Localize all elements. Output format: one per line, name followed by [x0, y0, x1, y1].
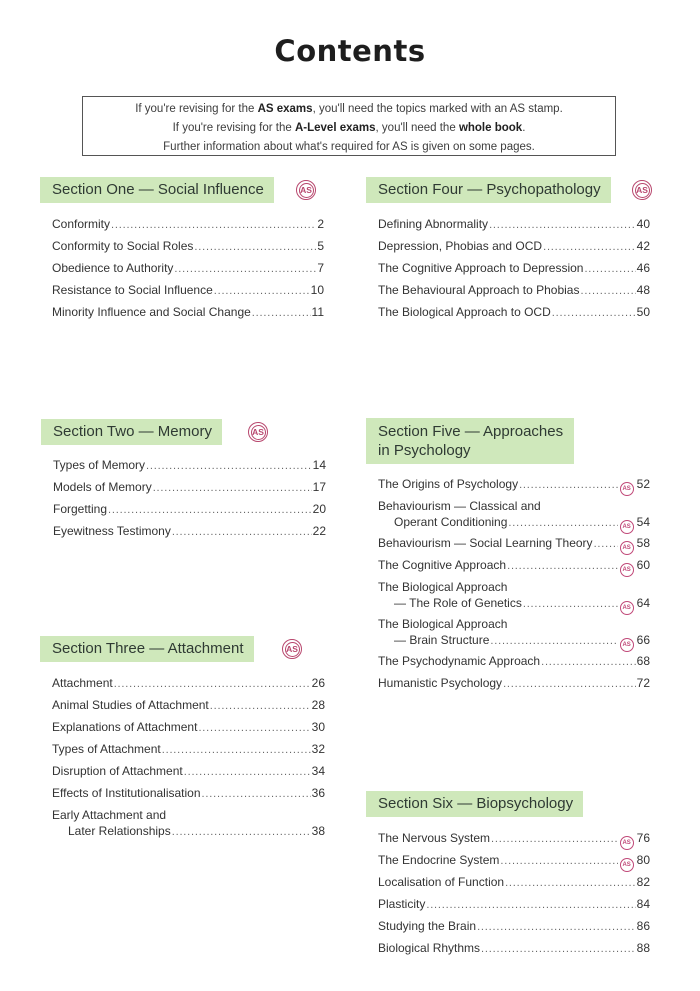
as-stamp-icon: AS	[296, 180, 316, 200]
toc-entry[interactable]: The Cognitive Approach ..... AS 60	[378, 557, 650, 579]
toc-entry[interactable]: The Endocrine System ..... AS 80	[378, 852, 650, 874]
section-three	[40, 636, 325, 838]
section-six	[366, 791, 658, 955]
section-four-entries	[378, 216, 650, 326]
toc-entry[interactable]: Conformity to Social Roles ..... 5	[52, 238, 324, 260]
section-five-title: Section Five — Approaches in Psychology	[366, 418, 574, 464]
as-stamp-icon: AS	[248, 422, 268, 442]
toc-entry[interactable]: The Nervous System ..... AS 76	[378, 830, 650, 852]
toc-entry[interactable]: Eyewitness Testimony ..... 22	[53, 523, 326, 545]
as-stamp-icon: AS	[620, 563, 634, 577]
toc-entry[interactable]: Humanistic Psychology ..... 72	[378, 675, 650, 697]
section-two	[41, 419, 326, 538]
as-stamp-icon: AS	[620, 482, 634, 496]
toc-entry[interactable]: The Biological Approach to OCD ..... 50	[378, 304, 650, 326]
toc-entry[interactable]: Conformity ..... 2	[52, 216, 324, 238]
page-title: Contents	[274, 34, 426, 68]
toc-entry[interactable]: Studying the Brain ..... 86	[378, 918, 650, 940]
section-five-entries	[378, 476, 650, 697]
toc-entry[interactable]: The Psychodynamic Approach ..... 68	[378, 653, 650, 675]
section-two-title: Section Two — Memory	[41, 419, 222, 445]
toc-entry[interactable]: Minority Influence and Social Change ..... 11	[52, 304, 324, 326]
toc-entry[interactable]: Behaviourism — Social Learning Theory ..... AS 58	[378, 535, 650, 557]
toc-entry[interactable]: Types of Memory ..... 14	[53, 457, 326, 479]
toc-entry[interactable]: Types of Attachment ..... 32	[52, 741, 325, 763]
section-three-entries	[52, 675, 325, 844]
toc-entry[interactable]: Plasticity ..... 84	[378, 896, 650, 918]
as-stamp-icon: AS	[282, 639, 302, 659]
toc-entry[interactable]: Models of Memory ..... 17	[53, 479, 326, 501]
section-four-title: Section Four — Psychopathology	[366, 177, 611, 203]
as-stamp-icon: AS	[620, 601, 634, 615]
toc-entry[interactable]: The Biological Approach — Brain Structure ..... AS 66	[378, 616, 650, 653]
section-one-entries	[52, 216, 324, 326]
toc-entry[interactable]: Forgetting ..... 20	[53, 501, 326, 523]
toc-entry[interactable]: Resistance to Social Influence ..... 10	[52, 282, 324, 304]
section-three-title: Section Three — Attachment	[40, 636, 254, 662]
as-stamp-icon: AS	[620, 858, 634, 872]
toc-entry[interactable]: Localisation of Function ..... 82	[378, 874, 650, 896]
as-info-box	[82, 96, 616, 156]
toc-entry[interactable]: The Biological Approach — The Role of Genetics ..... AS 64	[378, 579, 650, 616]
info-line-1: If you're revising for the AS exams, you'll need the topics marked with an AS stamp.	[135, 103, 563, 115]
section-four	[366, 177, 658, 319]
toc-entry[interactable]: The Behavioural Approach to Phobias ..... 48	[378, 282, 650, 304]
toc-entry[interactable]: The Cognitive Approach to Depression ..... 46	[378, 260, 650, 282]
toc-entry[interactable]: Attachment ..... 26	[52, 675, 325, 697]
toc-entry[interactable]: Explanations of Attachment ..... 30	[52, 719, 325, 741]
toc-entry[interactable]: Biological Rhythms ..... 88	[378, 940, 650, 962]
toc-entry[interactable]: Depression, Phobias and OCD ..... 42	[378, 238, 650, 260]
section-one	[40, 177, 325, 319]
toc-entry[interactable]: Animal Studies of Attachment ..... 28	[52, 697, 325, 719]
section-one-title: Section One — Social Influence	[40, 177, 274, 203]
as-stamp-icon: AS	[620, 836, 634, 850]
toc-entry[interactable]: Early Attachment and Later Relationships ..... 38	[52, 807, 325, 844]
as-stamp-icon: AS	[620, 638, 634, 652]
section-five	[366, 418, 658, 690]
toc-entry[interactable]: Disruption of Attachment ..... 34	[52, 763, 325, 785]
as-stamp-icon: AS	[632, 180, 652, 200]
toc-entry[interactable]: Defining Abnormality ..... 40	[378, 216, 650, 238]
section-two-entries	[53, 457, 326, 545]
as-stamp-icon: AS	[620, 520, 634, 534]
toc-entry[interactable]: Effects of Institutionalisation ..... 36	[52, 785, 325, 807]
toc-entry[interactable]: Obedience to Authority ..... 7	[52, 260, 324, 282]
toc-entry[interactable]: Behaviourism — Classical and Operant Conditioning ..... AS 54	[378, 498, 650, 535]
info-line-3: Further information about what's required for AS is given on some pages.	[163, 141, 535, 153]
section-six-entries	[378, 830, 650, 962]
toc-entry[interactable]: The Origins of Psychology ..... AS 52	[378, 476, 650, 498]
as-stamp-icon: AS	[620, 541, 634, 555]
section-six-title: Section Six — Biopsychology	[366, 791, 583, 817]
info-line-2: If you're revising for the A-Level exams, you'll need the whole book.	[172, 122, 526, 134]
